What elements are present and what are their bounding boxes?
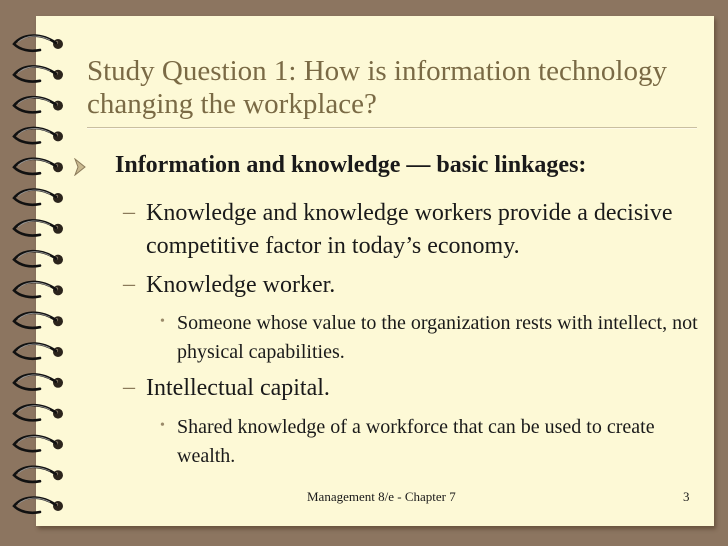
spiral-ring-icon [14, 251, 63, 266]
spiral-ring-icon [14, 159, 63, 174]
spiral-ring-icon [14, 97, 63, 112]
spiral-ring-icon [14, 313, 63, 328]
spiral-binding [0, 0, 80, 546]
spiral-ring-icon [14, 190, 63, 205]
spiral-ring-icon [14, 282, 63, 297]
dash-marker: – [123, 199, 135, 225]
spiral-ring-icon [14, 36, 63, 51]
spiral-ring-icon [14, 405, 63, 420]
dash-marker: – [123, 374, 135, 400]
spiral-ring-icon [14, 436, 63, 451]
bullet-level-3-text: Shared knowledge of a workforce that can be used to create wealth. [177, 416, 655, 467]
slide-title: Study Question 1: How is information technology changing the workplace? [87, 55, 667, 120]
title-divider [87, 127, 697, 129]
bullet-level-3-text: Someone whose value to the organization rests with intellect, not physical capabilities. [177, 312, 698, 363]
page-number: 3 [683, 489, 690, 504]
spiral-ring-icon [14, 128, 63, 143]
dot-marker: • [160, 314, 165, 329]
spiral-ring-icon [14, 344, 63, 359]
spiral-ring-icon [14, 66, 63, 81]
bullet-level-2-text: Knowledge and knowledge workers provide a decisive competitive factor in today’s economy. [146, 200, 673, 259]
dot-marker: • [160, 418, 165, 433]
spiral-ring-icon [14, 467, 63, 482]
footer-course: Management 8/e - Chapter 7 [307, 489, 456, 504]
spiral-ring-icon [14, 220, 63, 235]
spiral-ring-icon [14, 374, 63, 389]
bullet-level-2-text: Intellectual capital. [146, 375, 330, 401]
bullet-level-2-text: Knowledge worker. [146, 272, 336, 298]
arrow-right-icon [74, 156, 86, 183]
bullet-level-1-text: Information and knowledge — basic linkages: [115, 152, 587, 178]
spiral-ring-icon [14, 498, 63, 513]
dash-marker: – [123, 271, 135, 297]
